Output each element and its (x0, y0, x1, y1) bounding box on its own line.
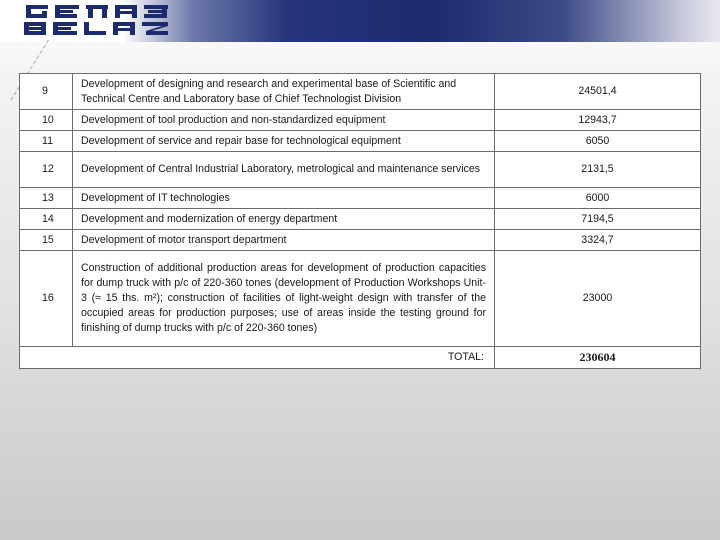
table-row (20, 209, 701, 230)
row-value: 6050 (495, 131, 701, 152)
row-number: 9 (20, 74, 73, 110)
row-description: Development of Central Industrial Laboratory, metrological and maintenance services (73, 152, 495, 188)
total-row (20, 347, 701, 369)
table-row (20, 74, 701, 110)
row-number: 15 (20, 230, 73, 251)
header-banner (0, 0, 720, 42)
table-row (20, 152, 701, 188)
belaz-logo (22, 2, 172, 38)
table-row (20, 230, 701, 251)
row-value: 23000 (495, 251, 701, 347)
table-row (20, 188, 701, 209)
row-description: Development of designing and research and experimental base of Scientific and Technical Centre and Laboratory base of Chief Technologist Division (73, 74, 495, 110)
row-description: Development of tool production and non-standardized equipment (73, 110, 495, 131)
row-value: 12943,7 (495, 110, 701, 131)
row-description: Development of IT technologies (73, 188, 495, 209)
table-row (20, 131, 701, 152)
row-description: Development and modernization of energy department (73, 209, 495, 230)
row-value: 3324,7 (495, 230, 701, 251)
row-number: 13 (20, 188, 73, 209)
table-row (20, 251, 701, 347)
row-number: 10 (20, 110, 73, 131)
row-value: 6000 (495, 188, 701, 209)
table-row (20, 110, 701, 131)
row-number: 14 (20, 209, 73, 230)
row-number: 11 (20, 131, 73, 152)
row-value: 7194,5 (495, 209, 701, 230)
row-description: Construction of additional production areas for development of production capacities for dump truck with p/c of 220-360 tones (development of Production Workshops Unit-3 (≈ 15 ths. m²); construction of facilities of light-weight design with transfer of the occupied areas for production purposes; use of areas inside the testing ground for finishing of dump trucks with p/c of 220-360 tones) (73, 251, 495, 347)
row-number: 12 (20, 152, 73, 188)
row-value: 2131,5 (495, 152, 701, 188)
row-number: 16 (20, 251, 73, 347)
row-description: Development of service and repair base for technological equipment (73, 131, 495, 152)
row-description: Development of motor transport department (73, 230, 495, 251)
total-value: 230604 (495, 347, 701, 369)
row-value: 24501,4 (495, 74, 701, 110)
investment-table (19, 73, 701, 369)
total-label: TOTAL: (20, 347, 495, 369)
